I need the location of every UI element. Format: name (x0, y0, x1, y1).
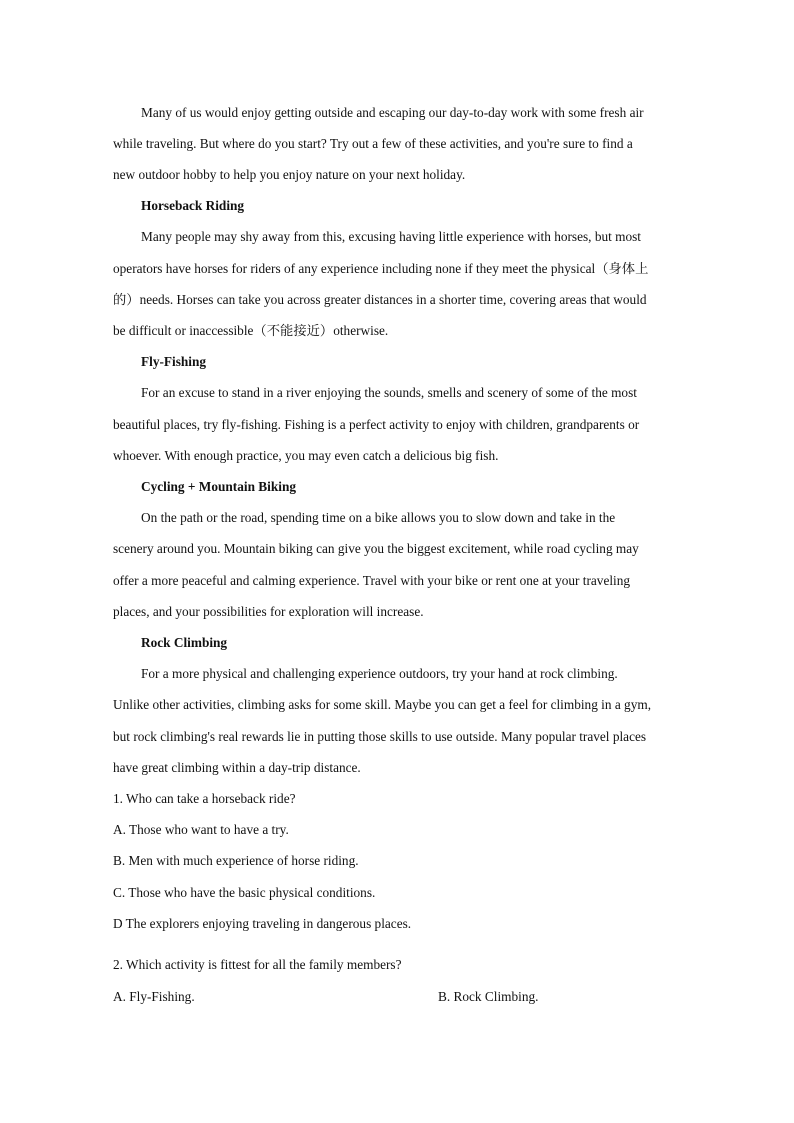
paragraph-line: places, and your possibilities for exploration will increase. (113, 604, 424, 619)
paragraph-line: beautiful places, try fly-fishing. Fishing is a perfect activity to enjoy with children, grandparents or (113, 417, 640, 432)
answer-option: C. Those who have the basic physical conditions. (113, 885, 376, 900)
paragraph-line: For an excuse to stand in a river enjoying the sounds, smells and scenery of some of the most (141, 385, 637, 400)
answer-option: B. Rock Climbing. (438, 989, 539, 1004)
paragraph-line: For a more physical and challenging experience outdoors, try your hand at rock climbing. (141, 666, 618, 681)
answer-option: A. Those who want to have a try. (113, 822, 289, 837)
section-heading-cycling: Cycling + Mountain Biking (141, 479, 296, 494)
paragraph-line: Unlike other activities, climbing asks for some skill. Maybe you can get a feel for climbing in a gym, (113, 697, 652, 712)
paragraph-line: have great climbing within a day-trip distance. (113, 760, 361, 775)
answer-option: A. Fly-Fishing. (113, 989, 195, 1004)
answer-option: B. Men with much experience of horse riding. (113, 853, 359, 868)
paragraph-line: be difficult or inaccessible（不能接近）otherwise. (113, 323, 389, 338)
intro-line: Many of us would enjoy getting outside and escaping our day-to-day work with some fresh air (141, 105, 644, 120)
paragraph-line: operators have horses for riders of any experience including none if they meet the physical（身体上 (113, 261, 649, 276)
paragraph-line: offer a more peaceful and calming experience. Travel with your bike or rent one at your traveling (113, 573, 631, 588)
paragraph-line: but rock climbing's real rewards lie in putting those skills to use outside. Many popular travel places (113, 729, 647, 744)
paragraph-line: scenery around you. Mountain biking can give you the biggest excitement, while road cycling may (113, 541, 639, 556)
section-heading-rock-climbing: Rock Climbing (141, 635, 228, 650)
paragraph-line: whoever. With enough practice, you may even catch a delicious big fish. (113, 448, 499, 463)
section-heading-horseback-riding: Horseback Riding (141, 198, 245, 213)
intro-line: new outdoor hobby to help you enjoy nature on your next holiday. (113, 167, 466, 182)
answer-option: D The explorers enjoying traveling in dangerous places. (113, 916, 412, 931)
intro-line: while traveling. But where do you start? Try out a few of these activities, and you're sure to find a (113, 136, 633, 151)
section-heading-fly-fishing: Fly-Fishing (141, 354, 207, 369)
question-stem: 1. Who can take a horseback ride? (113, 791, 296, 806)
paragraph-line: On the path or the road, spending time on a bike allows you to slow down and take in the (141, 510, 616, 525)
paragraph-line: Many people may shy away from this, excusing having little experience with horses, but most (141, 229, 642, 244)
question-stem: 2. Which activity is fittest for all the family members? (113, 957, 402, 972)
paragraph-line: 的）needs. Horses can take you across greater distances in a shorter time, covering areas that would (113, 292, 647, 307)
